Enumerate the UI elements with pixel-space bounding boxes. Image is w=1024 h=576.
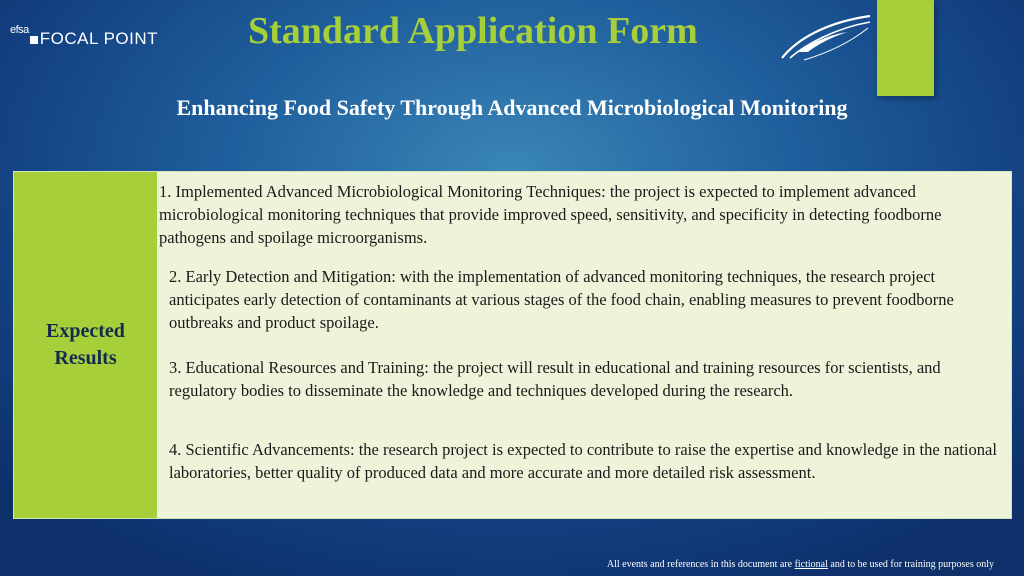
footer-text-before: All events and references in this document are <box>606 559 795 570</box>
expected-results-panel <box>13 171 1012 519</box>
green-accent-tab <box>877 0 934 96</box>
focal-point-text: FOCAL POINT <box>39 29 159 48</box>
swoosh-logo-icon <box>778 14 874 64</box>
focal-point-logo <box>10 22 158 48</box>
expected-results-label: Expected Results <box>14 172 157 518</box>
logo-square-icon <box>30 36 38 44</box>
page-title: Standard Application Form <box>248 10 698 52</box>
footer-text-after: and to be used for training purposes only <box>827 559 994 570</box>
page-subtitle: Enhancing Food Safety Through Advanced Microbiological Monitoring <box>176 95 848 120</box>
result-item-2: 2. Early Detection and Mitigation: with the implementation of advanced monitoring techniques, the research project anticipates early detection of contaminants at various stages of the food chain, enabling measures to prevent foodborne outbreaks and product spoilage. <box>169 267 954 332</box>
efsa-logo-text: efsa <box>10 24 29 36</box>
result-item-3: 3. Educational Resources and Training: the project will result in educational and training resources for scientists, and regulatory bodies to disseminate the knowledge and techniques developed during the research. <box>169 358 941 400</box>
footer-disclaimer <box>607 559 994 570</box>
result-item-1: 1. Implemented Advanced Microbiological Monitoring Techniques: the project is expected to implement advanced microbiological monitoring techniques that provide improved speed, sensitivity, and specificity in detecting foodborne pathogens and spoilage microorganisms. <box>159 182 942 247</box>
footer-fictional-link[interactable]: fictional <box>794 559 828 570</box>
results-list <box>157 172 1011 518</box>
result-item-4: 4. Scientific Advancements: the research project is expected to contribute to raise the expertise and knowledge in the national laboratories, better quality of produced data and more accurate and more detailed risk assessment. <box>169 440 997 482</box>
